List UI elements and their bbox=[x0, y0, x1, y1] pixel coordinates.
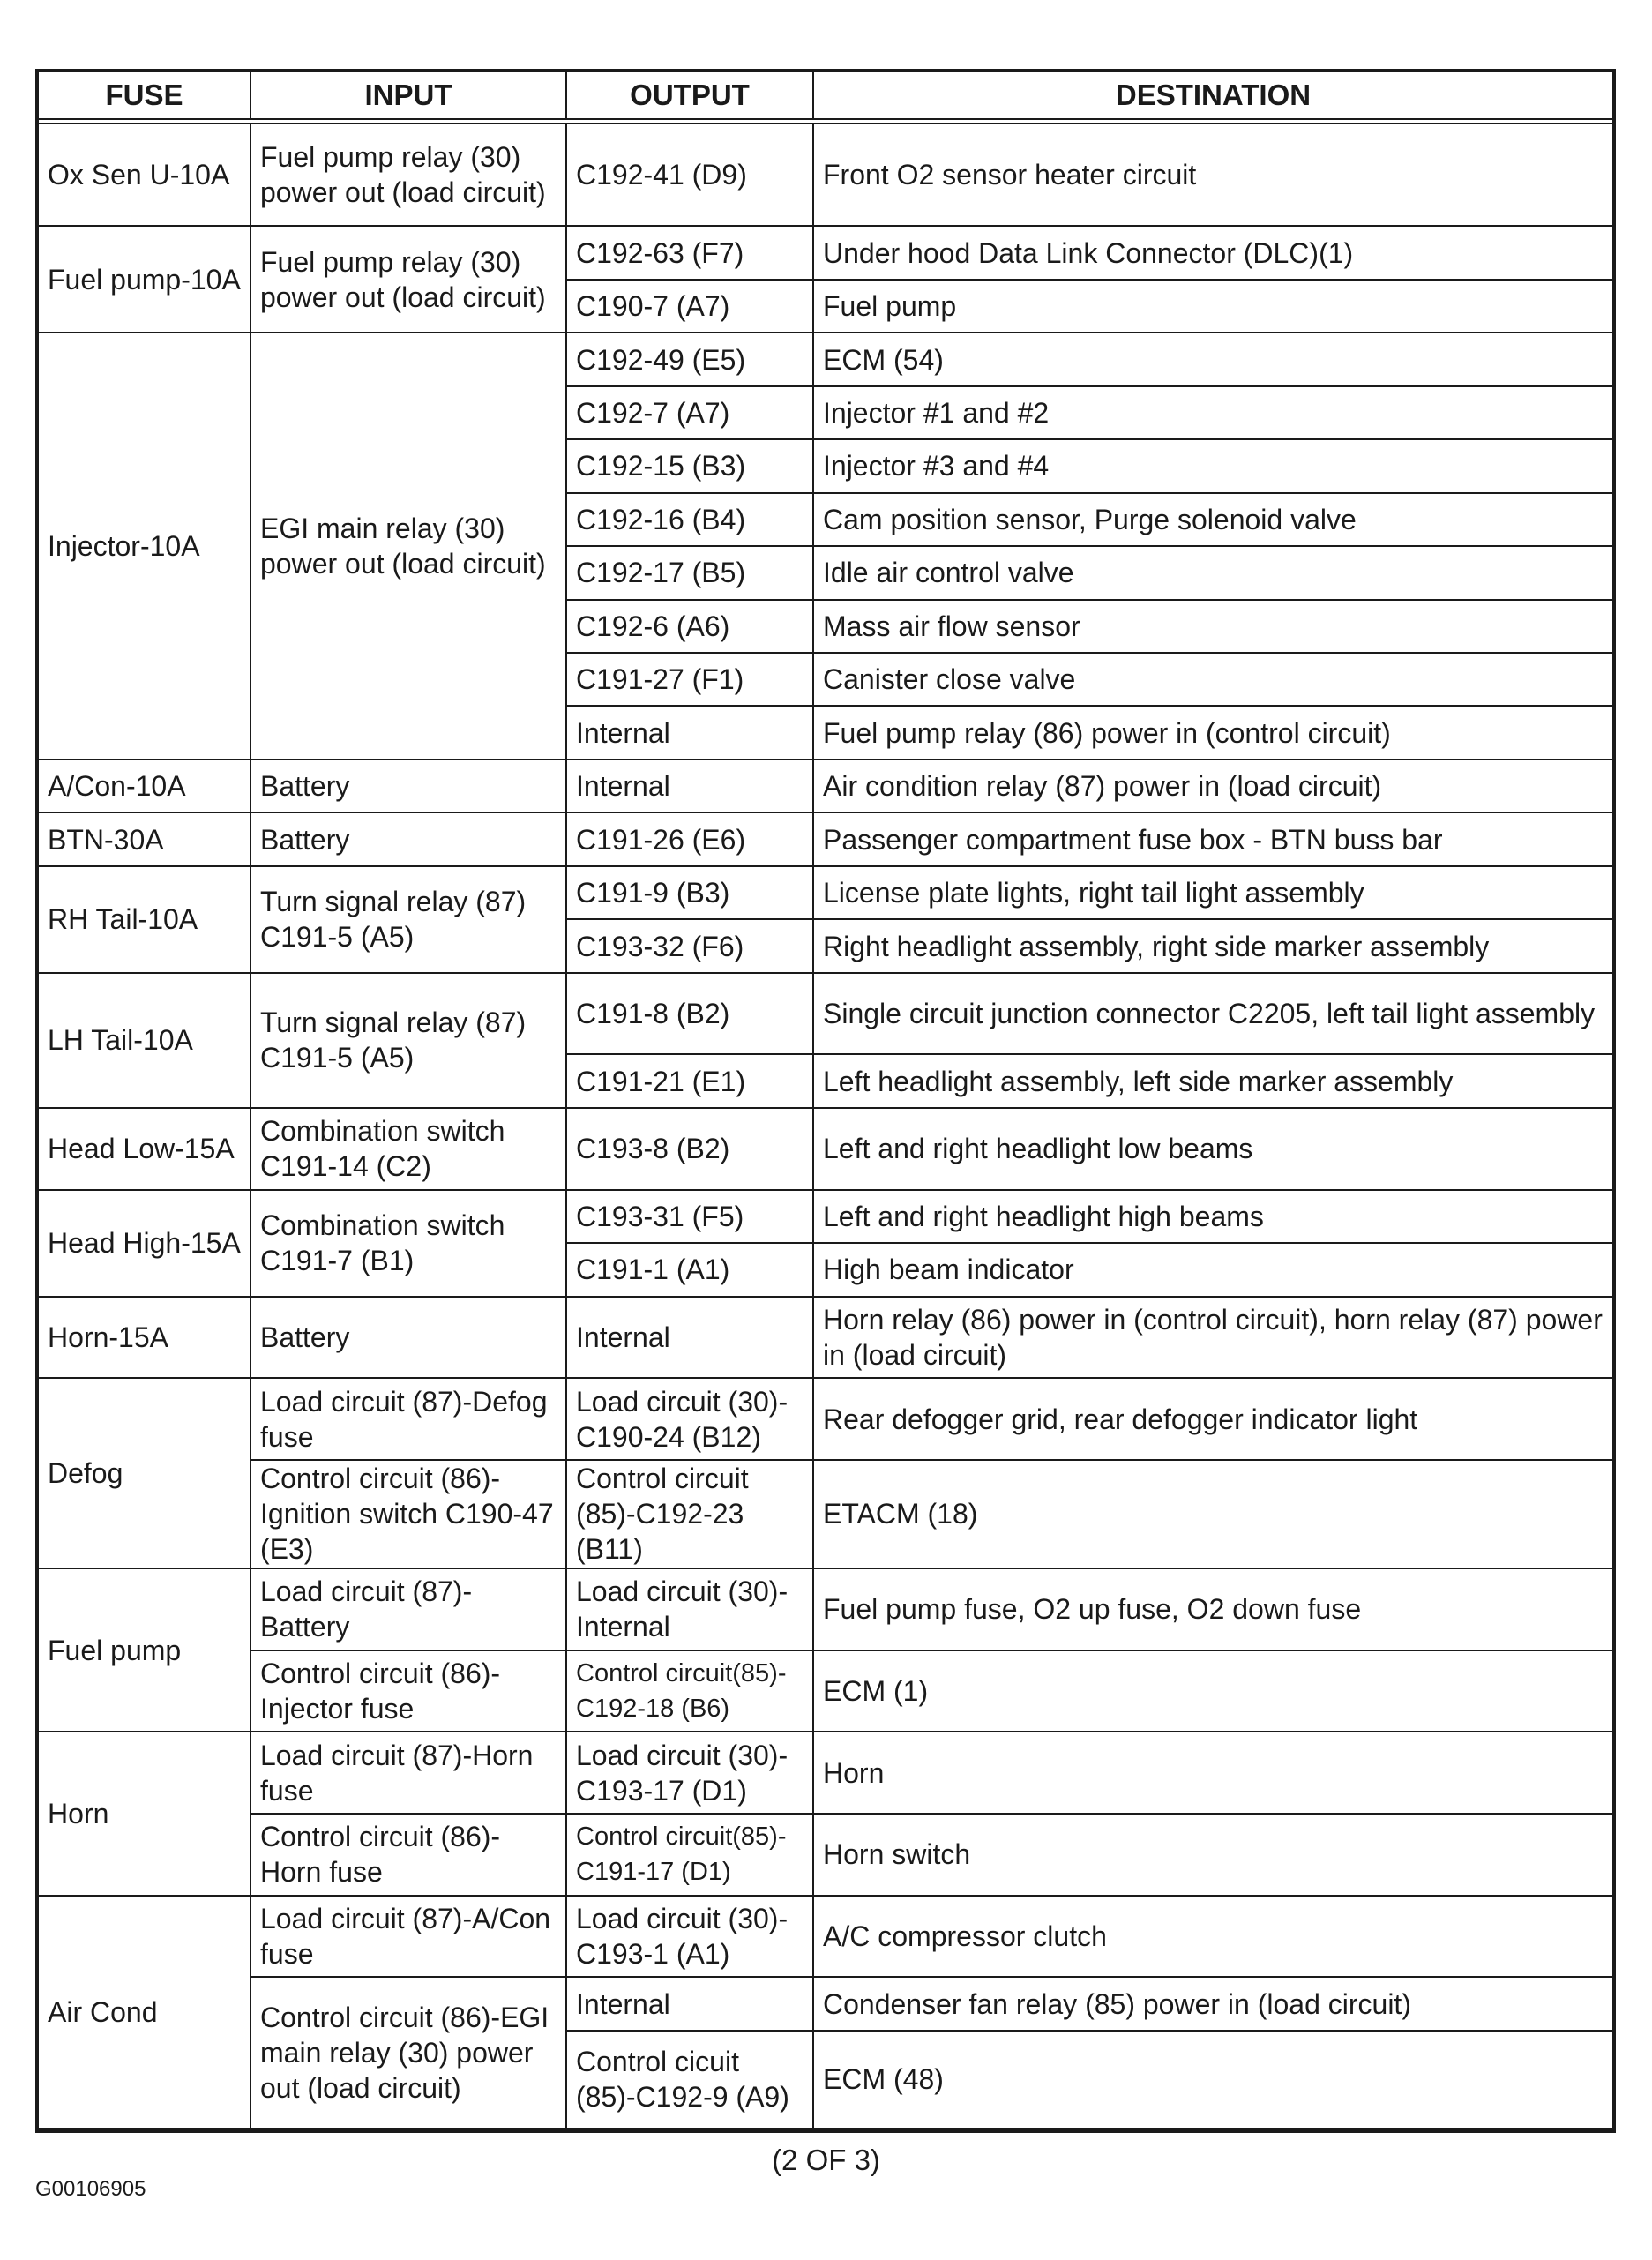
fuse-cell: Head High-15A bbox=[39, 1190, 250, 1297]
fuse-table bbox=[39, 72, 1612, 2129]
table-row bbox=[39, 226, 1612, 279]
output-cell: C191-26 (E6) bbox=[566, 812, 813, 865]
destination-cell: ECM (1) bbox=[813, 1650, 1612, 1732]
destination-cell: Cam position sensor, Purge solenoid valve bbox=[813, 493, 1612, 546]
destination-cell: Single circuit junction connector C2205, left tail light assembly bbox=[813, 973, 1612, 1055]
output-cell: C192-17 (B5) bbox=[566, 546, 813, 599]
output-cell: C193-8 (B2) bbox=[566, 1108, 813, 1190]
table-row bbox=[39, 1732, 1612, 1814]
table-row bbox=[39, 333, 1612, 385]
fuse-cell: Fuel pump-10A bbox=[39, 226, 250, 333]
destination-cell: Left and right headlight high beams bbox=[813, 1190, 1612, 1243]
table-row bbox=[39, 1650, 1612, 1732]
destination-cell: ECM (54) bbox=[813, 333, 1612, 385]
destination-cell: Rear defogger grid, rear defogger indicator light bbox=[813, 1378, 1612, 1460]
fuse-cell: LH Tail-10A bbox=[39, 973, 250, 1108]
table-row bbox=[39, 1108, 1612, 1190]
destination-cell: High beam indicator bbox=[813, 1243, 1612, 1296]
input-cell: Battery bbox=[250, 760, 566, 812]
fuse-cell: Defog bbox=[39, 1378, 250, 1568]
input-cell: Combination switch C191-7 (B1) bbox=[250, 1190, 566, 1297]
column-header-input: INPUT bbox=[250, 72, 566, 122]
table-row bbox=[39, 1568, 1612, 1650]
output-cell: C193-31 (F5) bbox=[566, 1190, 813, 1243]
destination-cell: Injector #1 and #2 bbox=[813, 386, 1612, 439]
input-cell: Turn signal relay (87) C191-5 (A5) bbox=[250, 866, 566, 973]
destination-cell: Left and right headlight low beams bbox=[813, 1108, 1612, 1190]
output-cell: C191-1 (A1) bbox=[566, 1243, 813, 1296]
table-row bbox=[39, 1460, 1612, 1568]
table-row bbox=[39, 866, 1612, 919]
output-cell: C192-49 (E5) bbox=[566, 333, 813, 385]
destination-cell: License plate lights, right tail light assembly bbox=[813, 866, 1612, 919]
output-cell: Load circuit (30)-C193-17 (D1) bbox=[566, 1732, 813, 1814]
fuse-cell: BTN-30A bbox=[39, 812, 250, 865]
input-cell: Control circuit (86)-Horn fuse bbox=[250, 1814, 566, 1896]
destination-cell: Horn relay (86) power in (control circuit), horn relay (87) power in (load circuit) bbox=[813, 1297, 1612, 1379]
output-cell: Control circuit(85)-C191-17 (D1) bbox=[566, 1814, 813, 1896]
destination-cell: Fuel pump bbox=[813, 280, 1612, 333]
fuse-cell: Horn-15A bbox=[39, 1297, 250, 1379]
destination-cell: Fuel pump relay (86) power in (control circuit) bbox=[813, 706, 1612, 759]
fuse-cell: A/Con-10A bbox=[39, 760, 250, 812]
fuse-table-frame bbox=[35, 69, 1616, 2133]
destination-cell: Horn bbox=[813, 1732, 1612, 1814]
input-cell: Load circuit (87)-Defog fuse bbox=[250, 1378, 566, 1460]
fuse-cell: Ox Sen U-10A bbox=[39, 122, 250, 227]
output-cell: Load circuit (30)-C193-1 (A1) bbox=[566, 1896, 813, 1978]
output-cell: C191-27 (F1) bbox=[566, 653, 813, 706]
output-cell: Load circuit (30)-Internal bbox=[566, 1568, 813, 1650]
table-row bbox=[39, 1297, 1612, 1379]
input-cell: Load circuit (87)-Horn fuse bbox=[250, 1732, 566, 1814]
header-row bbox=[39, 72, 1612, 122]
table-row bbox=[39, 1814, 1612, 1896]
output-cell: C193-32 (F6) bbox=[566, 919, 813, 972]
output-cell: C191-21 (E1) bbox=[566, 1054, 813, 1107]
destination-cell: Idle air control valve bbox=[813, 546, 1612, 599]
output-cell: C192-6 (A6) bbox=[566, 600, 813, 653]
output-cell: C192-16 (B4) bbox=[566, 493, 813, 546]
destination-cell: Left headlight assembly, left side marker assembly bbox=[813, 1054, 1612, 1107]
table-row bbox=[39, 1190, 1612, 1243]
output-cell: Control cicuit (85)-C192-9 (A9) bbox=[566, 2031, 813, 2129]
input-cell: Load circuit (87)-A/Con fuse bbox=[250, 1896, 566, 1978]
destination-cell: Air condition relay (87) power in (load circuit) bbox=[813, 760, 1612, 812]
column-header-fuse: FUSE bbox=[39, 72, 250, 122]
output-cell: C191-8 (B2) bbox=[566, 973, 813, 1055]
destination-cell: Condenser fan relay (85) power in (load circuit) bbox=[813, 1977, 1612, 2030]
input-cell: Fuel pump relay (30) power out (load circuit) bbox=[250, 226, 566, 333]
page-indicator: (2 OF 3) bbox=[772, 2144, 880, 2176]
output-cell: C191-9 (B3) bbox=[566, 866, 813, 919]
output-cell: C192-15 (B3) bbox=[566, 439, 813, 492]
column-header-output: OUTPUT bbox=[566, 72, 813, 122]
input-cell: Control circuit (86)-Ignition switch C190-47 (E3) bbox=[250, 1460, 566, 1568]
destination-cell: Right headlight assembly, right side marker assembly bbox=[813, 919, 1612, 972]
table-row bbox=[39, 1977, 1612, 2030]
input-cell: Control circuit (86)-EGI main relay (30) power out (load circuit) bbox=[250, 1977, 566, 2129]
destination-cell: Injector #3 and #4 bbox=[813, 439, 1612, 492]
destination-cell: Passenger compartment fuse box - BTN buss bar bbox=[813, 812, 1612, 865]
column-header-destination: DESTINATION bbox=[813, 72, 1612, 122]
table-row bbox=[39, 812, 1612, 865]
fuse-cell: RH Tail-10A bbox=[39, 866, 250, 973]
output-cell: Control circuit(85)-C192-18 (B6) bbox=[566, 1650, 813, 1732]
fuse-cell: Air Cond bbox=[39, 1896, 250, 2129]
output-cell: Internal bbox=[566, 1977, 813, 2030]
destination-cell: Horn switch bbox=[813, 1814, 1612, 1896]
destination-cell: Mass air flow sensor bbox=[813, 600, 1612, 653]
fuse-cell: Head Low-15A bbox=[39, 1108, 250, 1190]
destination-cell: ETACM (18) bbox=[813, 1460, 1612, 1568]
output-cell: Internal bbox=[566, 1297, 813, 1379]
output-cell: C192-41 (D9) bbox=[566, 122, 813, 227]
input-cell: Control circuit (86)-Injector fuse bbox=[250, 1650, 566, 1732]
fuse-cell: Fuel pump bbox=[39, 1568, 250, 1732]
destination-cell: A/C compressor clutch bbox=[813, 1896, 1612, 1978]
fuse-cell: Horn bbox=[39, 1732, 250, 1895]
output-cell: C192-63 (F7) bbox=[566, 226, 813, 279]
input-cell: Battery bbox=[250, 812, 566, 865]
output-cell: Load circuit (30)-C190-24 (B12) bbox=[566, 1378, 813, 1460]
input-cell: Fuel pump relay (30) power out (load circuit) bbox=[250, 122, 566, 227]
input-cell: Turn signal relay (87) C191-5 (A5) bbox=[250, 973, 566, 1108]
fuse-cell: Injector-10A bbox=[39, 333, 250, 760]
output-cell: Internal bbox=[566, 706, 813, 759]
table-row bbox=[39, 122, 1612, 227]
output-cell: C190-7 (A7) bbox=[566, 280, 813, 333]
input-cell: Battery bbox=[250, 1297, 566, 1379]
output-cell: Control circuit (85)-C192-23 (B11) bbox=[566, 1460, 813, 1568]
destination-cell: Fuel pump fuse, O2 up fuse, O2 down fuse bbox=[813, 1568, 1612, 1650]
destination-cell: Under hood Data Link Connector (DLC)(1) bbox=[813, 226, 1612, 279]
input-cell: Combination switch C191-14 (C2) bbox=[250, 1108, 566, 1190]
destination-cell: ECM (48) bbox=[813, 2031, 1612, 2129]
table-row bbox=[39, 1896, 1612, 1978]
output-cell: C192-7 (A7) bbox=[566, 386, 813, 439]
table-row bbox=[39, 760, 1612, 812]
table-row bbox=[39, 973, 1612, 1055]
output-cell: Internal bbox=[566, 760, 813, 812]
destination-cell: Canister close valve bbox=[813, 653, 1612, 706]
input-cell: EGI main relay (30) power out (load circuit) bbox=[250, 333, 566, 760]
destination-cell: Front O2 sensor heater circuit bbox=[813, 122, 1612, 227]
figure-id: G00106905 bbox=[35, 2177, 146, 2201]
input-cell: Load circuit (87)-Battery bbox=[250, 1568, 566, 1650]
table-row bbox=[39, 1378, 1612, 1460]
